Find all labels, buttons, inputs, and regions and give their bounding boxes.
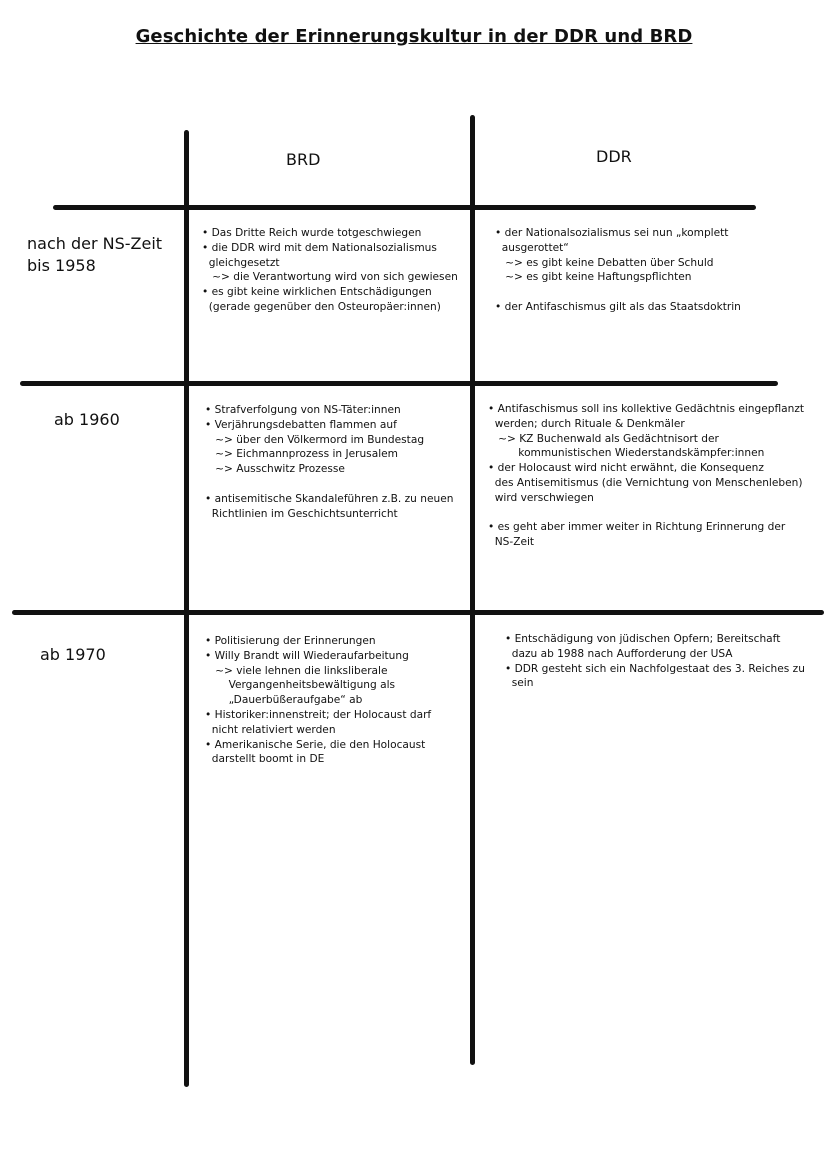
cell-line: Richtlinien im Geschichtsunterricht bbox=[205, 507, 398, 520]
period-label-2 bbox=[54, 409, 120, 431]
cell-line: • es geht aber immer weiter in Richtung Erinnerung der bbox=[488, 521, 786, 534]
spacer bbox=[205, 477, 453, 492]
cell-line: ~> viele lehnen die linksliberale bbox=[205, 664, 388, 677]
cell-line: dazu ab 1988 nach Aufforderung der USA bbox=[505, 647, 733, 660]
cell-line: gleichgesetzt bbox=[202, 256, 280, 269]
period-label-line: ab 1970 bbox=[40, 645, 106, 664]
cell-line: • Antifaschismus soll ins kollektive Gedächtnis eingepflanzt bbox=[488, 403, 805, 415]
cell-line: darstellt boomt in DE bbox=[205, 753, 325, 766]
cell-line: ~> über den Völkermord im Bundestag bbox=[205, 433, 425, 446]
vertical-line-middle bbox=[470, 115, 475, 1065]
horizontal-line-3 bbox=[12, 610, 824, 615]
cell-line: • antisemitische Skandaleführen z.B. zu neuen bbox=[205, 492, 454, 505]
cell-line: kommunistischen Wiederstandskämpfer:innen bbox=[488, 447, 765, 460]
cell-line: • der Antifaschismus gilt als das Staatsdoktrin bbox=[495, 300, 741, 313]
cell-line: sein bbox=[505, 677, 534, 690]
cell-line: • der Holocaust wird nicht erwähnt, die Konsequenz bbox=[488, 462, 764, 475]
period-label-line: ab 1960 bbox=[54, 410, 120, 429]
cell-line: NS-Zeit bbox=[488, 536, 535, 549]
cell-line: ~> die Verantwortung wird von sich gewiesen bbox=[202, 271, 458, 284]
cell-row1-ddr bbox=[495, 226, 741, 315]
period-label-3 bbox=[40, 644, 106, 666]
cell-line: • Strafverfolgung von NS-Täter:innen bbox=[205, 404, 401, 416]
cell-line: werden; durch Rituale & Denkmäler bbox=[488, 417, 685, 430]
cell-row1-brd bbox=[202, 226, 458, 315]
cell-line: wird verschwiegen bbox=[488, 491, 594, 504]
cell-line: • Amerikanische Serie, die den Holocaust bbox=[205, 738, 426, 751]
horizontal-line-1 bbox=[53, 205, 756, 210]
cell-line: ~> Ausschwitz Prozesse bbox=[205, 463, 345, 476]
cell-line: „Dauerbüßeraufgabe“ ab bbox=[205, 694, 363, 707]
period-label-line: bis 1958 bbox=[27, 256, 96, 275]
cell-line: ausgerottet“ bbox=[495, 241, 569, 254]
cell-line: ~> KZ Buchenwald als Gedächtnisort der bbox=[488, 432, 719, 445]
cell-row2-ddr bbox=[488, 402, 804, 550]
cell-line: ~> es gibt keine Debatten über Schuld bbox=[495, 256, 714, 269]
vertical-line-left bbox=[184, 130, 189, 1087]
column-header-ddr: DDR bbox=[596, 147, 632, 166]
cell-line: ~> es gibt keine Haftungspflichten bbox=[495, 271, 692, 284]
cell-line: (gerade gegenüber den Osteuropäer:innen) bbox=[202, 300, 441, 313]
cell-row2-brd bbox=[205, 403, 453, 521]
cell-line: nicht relativiert werden bbox=[205, 723, 336, 736]
cell-line: • es gibt keine wirklichen Entschädigungen bbox=[202, 286, 432, 299]
page-title: Geschichte der Erinnerungskultur in der DDR und BRD bbox=[135, 26, 693, 47]
cell-line: Vergangenheitsbewältigung als bbox=[205, 679, 396, 692]
cell-row3-ddr bbox=[505, 632, 805, 691]
column-header-brd: BRD bbox=[286, 150, 321, 169]
spacer bbox=[495, 285, 741, 300]
cell-line: • Entschädigung von jüdischen Opfern; Bereitschaft bbox=[505, 633, 781, 645]
cell-line: • DDR gesteht sich ein Nachfolgestaat des 3. Reiches zu bbox=[505, 662, 805, 675]
cell-line: • der Nationalsozialismus sei nun „komplett bbox=[495, 227, 729, 239]
cell-line: • Politisierung der Erinnerungen bbox=[205, 635, 376, 647]
period-label-line: nach der NS-Zeit bbox=[27, 234, 163, 253]
spacer bbox=[488, 506, 804, 521]
cell-line: ~> Eichmannprozess in Jerusalem bbox=[205, 448, 398, 461]
cell-line: des Antisemitismus (die Vernichtung von Menschenleben) bbox=[488, 476, 803, 489]
period-label-1 bbox=[27, 233, 162, 277]
cell-line: • die DDR wird mit dem Nationalsozialismus bbox=[202, 241, 437, 254]
cell-row3-brd bbox=[205, 634, 431, 767]
horizontal-line-2 bbox=[20, 381, 778, 386]
cell-line: • Willy Brandt will Wiederaufarbeitung bbox=[205, 649, 409, 662]
cell-line: • Verjährungsdebatten flammen auf bbox=[205, 418, 397, 431]
cell-line: • Historiker:innenstreit; der Holocaust darf bbox=[205, 708, 432, 721]
cell-line: • Das Dritte Reich wurde totgeschwiegen bbox=[202, 227, 422, 239]
